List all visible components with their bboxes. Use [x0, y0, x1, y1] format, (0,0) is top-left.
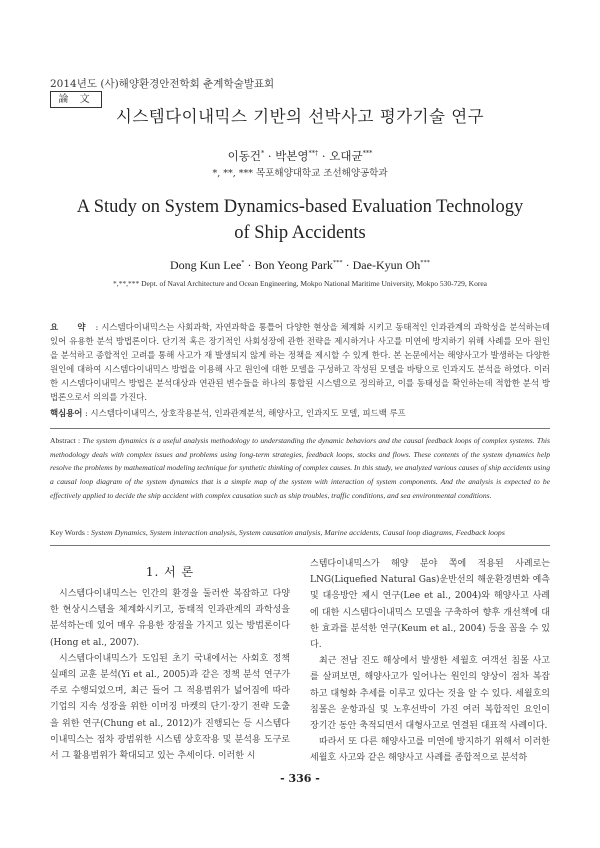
korean-keywords-text: : 시스템다이내믹스, 상호작용분석, 인과관계분석, 해양사고, 인과지도 모델, 피드백 루프	[85, 408, 406, 418]
paragraph: 따라서 또 다른 해양사고를 미연에 방지하기 위해서 이러한 세월호 사고와 같은 해양사고 사례를 종합적으로 분석하	[310, 737, 550, 764]
author-3-en: Dae-Kyun Oh	[352, 258, 421, 272]
body-column-left	[50, 586, 290, 764]
korean-abstract-text: : 시스템다이내믹스는 사회과학, 자연과학을 통틀어 다양한 현상을 체계화 시키고 동태적인 인과관계의 과학성을 분석하는데 있어 유용한 분석 방법론이다. 단기적 혹은 장기적인 사회성장에 관한 전략을 제시하거나 사고를 미연에 방지하기 위해 사례를 모아 원인을 분석하고 종합적인 고려를 통해 사고가 재 발생되지 않게 하는 정책을 제시할 수 있게 한다. 본 논문에서는 해양사고가 발생하는 다양한 원인에 대하여 시스템다이내믹스 방법을 이용해 사고 원인에 대한 모델을 구성하고 작성된 모델을 바탕으로 인과지도 분석을 하였다. 이러한 시스템다이내믹스 방법은 분석대상과 연관된 변수들을 하나의 통합된 시스템으로 정의하고, 이를 동태성을 확인하는데 적합한 분석 방법론으로서 의의를 가진다.	[50, 322, 550, 402]
author-sep: ·	[342, 258, 353, 272]
author-1-ko: 이동건	[227, 149, 261, 163]
korean-abstract-label: 요 약	[50, 322, 94, 332]
korean-authors	[0, 148, 600, 164]
divider-top	[50, 428, 550, 429]
paragraph: 스템다이내믹스가 해양 분야 쪽에 적용된 사례로는 LNG(Liquefied Natural Gas)운반선의 해운환경변화 예측 및 대응방안 제시 연구(Lee et al., 2004)와 해양사고 사례에 대한 시스템다이내믹스 모델을 구축하여 향후 개선책에 대한 효과를 분석한 연구(Keum et al., 2004) 등을 꼽을 수 있다.	[310, 559, 550, 651]
korean-affiliation: *, **, *** 목포해양대학교 조선해양공학과	[212, 168, 388, 179]
author-3-en-mark: ***	[420, 259, 431, 266]
paragraph: 시스템다이내믹스가 도입된 초기 국내에서는 사회호 정책실패의 교훈 분석(Yi et al., 2005)과 같은 정책 분석 연구가 주로 수행되었으며, 최근 들어 그 적용범위가 넓어짐에 따라 기업의 지속 성장을 위한 이머징 마켓의 단기·장기 전략 도출을 위한 연구(Chung et al., 2012)가 진행되는 등 시스템다이내믹스는 점차 광범위한 시스템 상호작용 및 분석용 도구로서 그 활용범위가 확대되고 있는 추세이다. 이러한 시	[50, 653, 290, 762]
korean-title: 시스템다이내믹스 기반의 선박사고 평가기술 연구	[115, 107, 485, 126]
english-keywords	[50, 528, 550, 537]
english-title	[0, 194, 600, 246]
author-2-ko: 박본영	[275, 149, 309, 163]
paper-type-tag: 論 文	[50, 91, 102, 108]
author-sep: ·	[244, 258, 255, 272]
korean-keywords	[50, 407, 550, 419]
author-1-ko-mark: *	[260, 149, 265, 158]
english-abstract-label: Abstract :	[50, 436, 81, 445]
author-2-en: Bon Yeong Park	[254, 258, 333, 272]
english-abstract-text: The system dynamics is a useful analysis methodology to understanding the dynamic behaviors and the causal feedback loops of complex systems. This methodology deals with complex issues and problems using long-term strategies, feedback loops, stocks and flows. These contents of the system dynamics help resolve the problems by mathematical modeling technique for synthetic thinking of complex causes. In this study, we analyzed various causes of ship accidents using a causal loop diagram of the system dynamics that is a simple map of the system with interaction of system components. And the analysis is expected to be effectively applied to decide the ship accident with complex causation such as ship troubles, traffic conditions, and sea environmental conditions.	[50, 436, 550, 500]
author-3-ko-mark: ***	[362, 149, 373, 158]
author-sep: ·	[264, 149, 276, 163]
author-2-ko-mark: **†	[308, 149, 319, 158]
korean-keywords-label: 핵심용어	[50, 408, 83, 418]
divider-bottom	[50, 545, 550, 546]
english-authors	[0, 258, 600, 273]
author-1-en-mark: *	[241, 259, 245, 266]
english-title-line-2: of Ship Accidents	[234, 223, 366, 243]
body-column-right	[310, 556, 550, 767]
section-heading-introduction: 1. 서 론	[145, 565, 195, 579]
conference-header: 2014년도 (사)해양환경안전학회 춘계학술발표회	[50, 78, 275, 90]
page-number: - 336 -	[280, 772, 320, 785]
paragraph: 최근 전남 진도 해상에서 발생한 세월호 여객선 침몰 사고를 살펴보면, 해양사고가 일어나는 원인의 양상이 점차 복잡하고 대형화 추세를 이루고 있다는 것을 알 수 있다. 세월호의 침몰은 운항과실 및 노후선박이 가진 여러 복합적인 요인이 장기간 동안 축적되면서 대형사고로 연결된 대표적 사례이다.	[310, 656, 550, 732]
english-abstract	[50, 434, 550, 503]
english-keywords-label: Key Words :	[50, 528, 90, 537]
author-sep: ·	[318, 149, 330, 163]
author-2-en-mark: ***	[332, 259, 343, 266]
paragraph: 시스템다이내믹스는 인간의 환경을 둘러싼 복잡하고 다양한 현상시스템을 체계화시키고, 동태적 인과관계의 과학성을 분석하는데 있어 매우 유용한 장점을 가지고 있는 방법론이다(Hong et al., 2007).	[50, 589, 290, 648]
author-1-en: Dong Kun Lee	[169, 258, 242, 272]
english-title-line-1: A Study on System Dynamics-based Evaluation Technology	[76, 197, 524, 217]
korean-abstract	[50, 320, 550, 404]
english-affiliation: *,**,*** Dept. of Naval Architecture and Ocean Engineering, Mokpo National Maritime University, Mokpo 530-729, Korea	[112, 279, 487, 288]
author-3-ko: 오대균	[329, 149, 363, 163]
english-keywords-text: System Dynamics, System interaction analysis, System causation analysis, Marine accidents, Causal loop diagrams, Feedback loops	[91, 528, 505, 537]
